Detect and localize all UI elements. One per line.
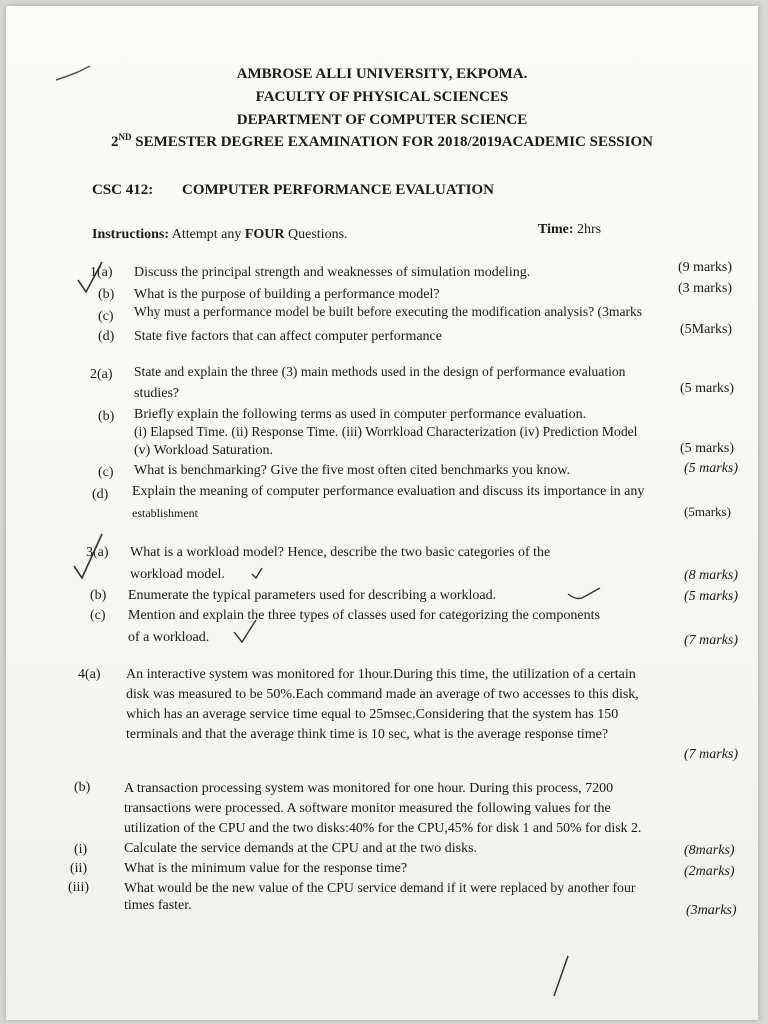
q1b-label: (b) [98, 287, 115, 302]
q3a-label: 3(a) [86, 545, 109, 560]
q4-ii-text: What is the minimum value for the response time? [124, 861, 408, 876]
q1b-marks: (3 marks) [678, 281, 733, 296]
q2a-line2: studies? [134, 386, 180, 401]
q4b-label: (b) [74, 780, 91, 795]
q4-i-text: Calculate the service demands at the CPU and at the two disks. [124, 841, 478, 856]
q3c-line1: Mention and explain the three types of classes used for categorizing the components [128, 608, 600, 623]
q4a-marks: (7 marks) [684, 747, 739, 762]
q3a-line1: What is a workload model? Hence, describe the two basic categories of the [130, 545, 551, 560]
q3a-marks: (8 marks) [684, 568, 739, 583]
q4-i-label: (i) [74, 842, 88, 857]
q4-ii-label: (ii) [70, 861, 88, 876]
check-mark-q1 [78, 262, 102, 292]
q4b-line: utilization of the CPU and the two disks:40% for the CPU,45% for disk 1 and 50% for disk 2. [124, 820, 642, 835]
q1d-marks: (5Marks) [680, 322, 733, 337]
q1c-text: Why must a performance model be built before executing the modification analysis? (3marks [134, 304, 643, 319]
check-mark-q3 [74, 534, 102, 578]
q1b-text: What is the purpose of building a performance model? [134, 287, 440, 302]
q3c-marks: (7 marks) [684, 633, 739, 648]
q4a-line: terminals and that the average think time is 10 sec, what is the average response time? [126, 727, 609, 742]
q2b-line1: Briefly explain the following terms as used in computer performance evaluation. [134, 407, 587, 422]
q3b-label: (b) [90, 588, 107, 603]
exam-sup: ND [118, 132, 132, 142]
course-code: CSC 412: [92, 182, 154, 198]
q1a-label: 1(a) [90, 265, 113, 280]
q2d-label: (d) [92, 487, 109, 502]
faculty-name: FACULTY OF PHYSICAL SCIENCES [255, 89, 509, 105]
q3c-label: (c) [90, 608, 106, 623]
course-title: COMPUTER PERFORMANCE EVALUATION [182, 182, 494, 198]
pen-marks [6, 6, 758, 1020]
q3c-line2: of a workload. [128, 630, 210, 645]
q4-i-marks: (8marks) [684, 843, 735, 858]
q2d-line1: Explain the meaning of computer performance evaluation and discuss its importance in any [132, 484, 645, 499]
q4-iii-line2: times faster. [124, 898, 192, 913]
q1c-label: (c) [98, 309, 114, 324]
q2c-marks: (5 marks) [684, 461, 739, 476]
check-mark-q3a [252, 568, 262, 578]
q2b-marks: (5 marks) [680, 441, 735, 456]
exam-rest: SEMESTER DEGREE EXAMINATION FOR 2018/2019ACADEMIC SESSION [131, 134, 653, 150]
q4-iii-marks: (3marks) [686, 903, 737, 918]
instructions-text-after: Questions. [284, 227, 348, 242]
q1d-label: (d) [98, 329, 115, 344]
q2c-text: What is benchmarking? Give the five most often cited benchmarks you know. [134, 463, 571, 478]
pen-stroke-top-left [56, 66, 90, 80]
instructions-text-before: Attempt any [169, 227, 245, 242]
q4-ii-marks: (2marks) [684, 864, 735, 879]
q2b-line2: (i) Elapsed Time. (ii) Response Time. (iii) Worrkload Characterization (iv) Prediction Model [134, 424, 638, 439]
q2d-line2: establishment [132, 506, 198, 520]
time-label: Time: [538, 222, 574, 237]
q2a-line1: State and explain the three (3) main methods used in the design of performance evaluation [134, 364, 626, 379]
q2a-marks: (5 marks) [680, 381, 735, 396]
q1a-marks: (9 marks) [678, 260, 733, 275]
q3b-text: Enumerate the typical parameters used for describing a workload. [128, 588, 497, 603]
q4-iii-label: (iii) [68, 880, 89, 895]
check-mark-q3c [234, 620, 256, 642]
q3a-line2: workload model. [130, 567, 225, 582]
q4b-line: transactions were processed. A software monitor measured the following values for the [124, 801, 611, 816]
q2c-label: (c) [98, 465, 114, 480]
q4-iii-line1: What would be the new value of the CPU service demand if it were replaced by another four [124, 880, 636, 895]
q4a-line: which has an average service time equal to 25msec.Considering that the system has 150 [126, 707, 619, 722]
q1a-text: Discuss the principal strength and weaknesses of simulation modeling. [134, 265, 531, 280]
time-value: 2hrs [573, 222, 602, 237]
exam-prefix: 2 [111, 134, 119, 150]
instructions-emph: FOUR [244, 227, 285, 242]
q4a-line: disk was measured to be 50%.Each command made an average of two accesses to this disk, [126, 687, 639, 702]
q4a-line: An interactive system was monitored for 1hour.During this time, the utilization of a certain [126, 667, 636, 682]
q3b-marks: (5 marks) [684, 589, 739, 604]
pen-stroke-bottom [554, 956, 568, 996]
exam-paper [6, 6, 758, 1020]
q2a-label: 2(a) [90, 367, 113, 382]
q4b-line: A transaction processing system was monitored for one hour. During this process, 7200 [124, 781, 614, 796]
department-name: DEPARTMENT OF COMPUTER SCIENCE [236, 112, 528, 128]
q2b-label: (b) [98, 409, 115, 424]
q2b-line3: (v) Workload Saturation. [134, 443, 273, 458]
university-name: AMBROSE ALLI UNIVERSITY, EKPOMA. [236, 66, 528, 82]
instructions-label: Instructions: [92, 227, 170, 242]
check-mark-q3b [568, 588, 600, 599]
q2d-marks: (5marks) [684, 504, 731, 519]
q4a-label: 4(a) [78, 667, 101, 682]
q1d-text: State five factors that can affect computer performance [134, 329, 442, 344]
